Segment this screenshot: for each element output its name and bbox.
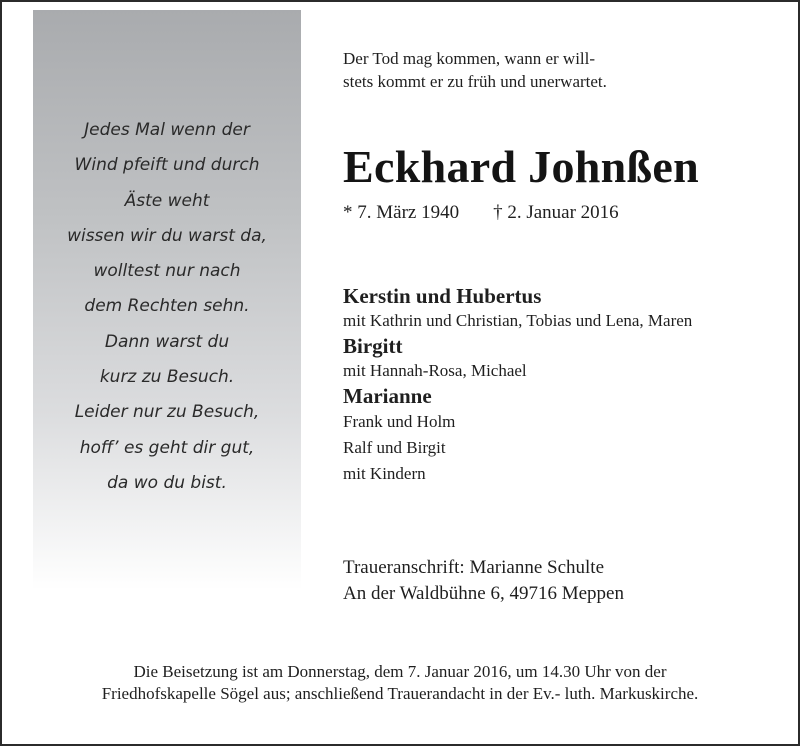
poem-line: Leider nur zu Besuch,	[74, 402, 260, 423]
motto-line-2: stets kommt er zu früh und unerwartet.	[343, 72, 607, 91]
family-members-3c: mit Kindern	[343, 464, 426, 483]
poem-line: wolltest nur nach	[93, 261, 241, 282]
family-members-2: mit Hannah-Rosa, Michael	[343, 361, 527, 380]
funeral-line-1: Die Beisetzung ist am Donnerstag, dem 7. Januar 2016, um 14.30 Uhr von der	[133, 662, 667, 681]
family-members-3a: Frank und Holm	[343, 412, 456, 431]
poem-line: dem Rechten sehn.	[84, 296, 250, 317]
poem-line: Jedes Mal wenn der	[84, 120, 250, 140]
poem	[33, 113, 301, 501]
death-date: † 2. Januar 2016	[493, 202, 619, 223]
family-head-3: Marianne	[343, 384, 432, 408]
mourning-address	[343, 555, 624, 607]
motto-line-1: Der Tod mag kommen, wann er will-	[343, 49, 596, 68]
poem-line: Wind pfeift und durch	[74, 155, 260, 176]
funeral-notice	[0, 661, 800, 705]
poem-line: hoff’ es geht dir gut,	[79, 437, 255, 458]
life-dates	[343, 202, 619, 224]
family-members-1: mit Kathrin und Christian, Tobias und Lena, Maren	[343, 311, 693, 330]
mourning-address-line-2: An der Waldbühne 6, 49716 Meppen	[343, 583, 624, 604]
birth-date: * 7. März 1940	[343, 202, 460, 223]
poem-line: da wo du bist.	[107, 472, 227, 493]
poem-line: Dann warst du	[104, 331, 230, 352]
motto-quote	[343, 47, 607, 93]
funeral-line-2: Friedhofskapelle Sögel aus; anschließend Trauerandacht in der Ev.- luth. Markuskirche.	[101, 684, 699, 703]
deceased-name: Eckhard Johnßen	[343, 141, 700, 192]
family-head-1: Kerstin und Hubertus	[343, 284, 542, 308]
poem-line: wissen wir du warst da,	[67, 225, 267, 246]
poem-line: kurz zu Besuch.	[99, 367, 235, 388]
mourning-address-line-1: Traueranschrift: Marianne Schulte	[343, 557, 604, 578]
family-list	[343, 283, 783, 487]
family-members-3b: Ralf und Birgit	[343, 438, 446, 457]
poem-line: Äste weht	[124, 190, 210, 211]
family-head-2: Birgitt	[343, 334, 403, 358]
